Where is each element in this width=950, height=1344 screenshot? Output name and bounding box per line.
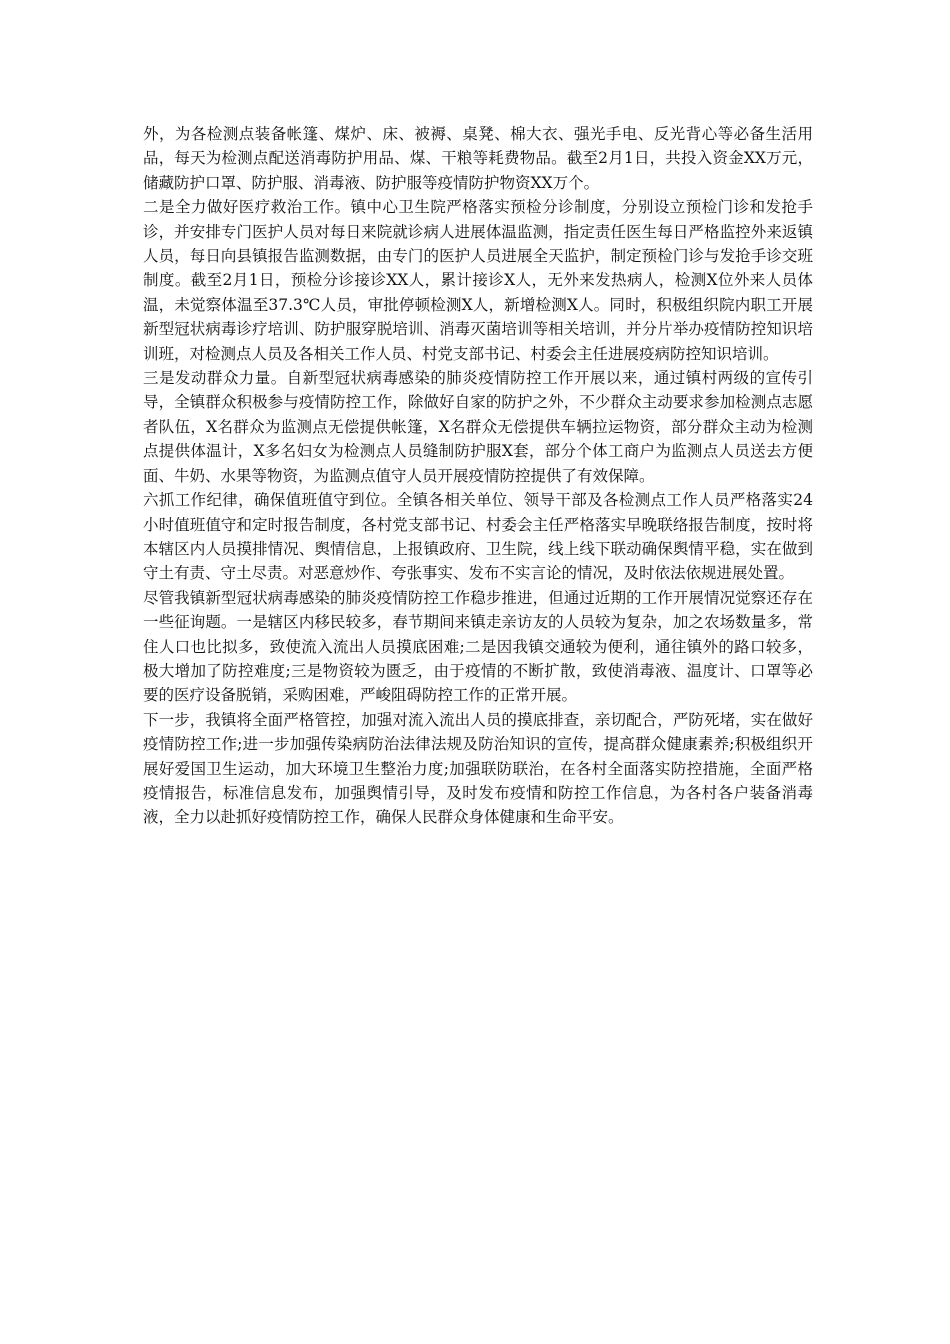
paragraph-problems: 尽管我镇新型冠状病毒感染的肺炎疫情防控工作稳步推进，但通过近期的工作开展情况觉察还存在一些征询题。一是辖区内移民较多，春节期间来镇走亲访友的人员较为复杂，加之农场数量多，常住人口也比拟多，致使流入流出人员摸底困难;二是因我镇交通较为便利，通往镇外的路口较多，极大增加了防控难度;三是物资较为匮乏，由于疫情的不断扩散，致使消毒液、温度计、口罩等必要的医疗设备脱销，采购困难，严峻阻碍防控工作的正常开展。 bbox=[143, 588, 813, 705]
paragraph-medical-treatment: 二是全力做好医疗救治工作。镇中心卫生院严格落实预检分诊制度，分别设立预检门诊和发抢手诊，并安排专门医护人员对每日来院就诊病人进展体温监测，指定责任医生每日严格监控外来返镇人员，每日向县镇报告监测数据，由专门的医护人员进展全天监护，制定预检门诊与发抢手诊交班制度。截至2月1日，预检分诊接诊XX人，累计接诊X人，无外来发热病人，检测X位外来人员体温，未觉察体温至37.3℃人员，审批停顿检测X人，新增检测X人。同时，积极组织院内职工开展新型冠状病毒诊疗培训、防护服穿脱培训、消毒灭菌培训等相关培训，并分片举办疫情防控知识培训班，对检测点人员及各相关工作人员、村党支部书记、村委会主任进展疫病防控知识培训。 bbox=[143, 198, 813, 363]
paragraph-supplies: 外，为各检测点装备帐篷、煤炉、床、被褥、桌凳、棉大衣、强光手电、反光背心等必备生活用品，每天为检测点配送消毒防护用品、煤、干粮等耗费物品。截至2月1日，共投入资金XX万元，储藏防护口罩、防护服、消毒液、防护服等疫情防护物资XX万个。 bbox=[143, 125, 813, 192]
document-body bbox=[143, 122, 813, 830]
paragraph-mobilize-public: 三是发动群众力量。自新型冠状病毒感染的肺炎疫情防控工作开展以来，通过镇村两级的宣传引导，全镇群众积极参与疫情防控工作，除做好自家的防护之外，不少群众主动要求参加检测点志愿者队伍，X名群众为监测点无偿提供帐篷，X名群众无偿提供车辆拉运物资，部分群众主动为检测点提供体温计，X多名妇女为检测点人员缝制防护服X套，部分个体工商户为监测点人员送去方便面、牛奶、水果等物资，为监测点值守人员开展疫情防控提供了有效保障。 bbox=[143, 369, 813, 485]
paragraph-next-steps: 下一步，我镇将全面严格管控，加强对流入流出人员的摸底排查，亲切配合，严防死堵，实在做好疫情防控工作;进一步加强传染病防治法律法规及防治知识的宣传，提高群众健康素养;积极组织开展好爱国卫生运动，加大环境卫生整治力度;加强联防联治，在各村全面落实防控措施，全面严格疫情报告，标准信息发布，加强舆情引导，及时发布疫情和防控工作信息，为各村各户装备消毒液，全力以赴抓好疫情防控工作，确保人民群众身体健康和生命平安。 bbox=[143, 710, 813, 827]
paragraph-work-discipline: 六抓工作纪律，确保值班值守到位。全镇各相关单位、领导干部及各检测点工作人员严格落实24小时值班值守和定时报告制度，各村党支部书记、村委会主任严格落实早晚联络报告制度，按时将本辖区内人员摸排情况、舆情信息，上报镇政府、卫生院，线上线下联动确保舆情平稳，实在做到守土有责、守土尽责。对恶意炒作、夸张事实、发布不实言论的情况，及时依法依规进展处置。 bbox=[143, 491, 813, 583]
